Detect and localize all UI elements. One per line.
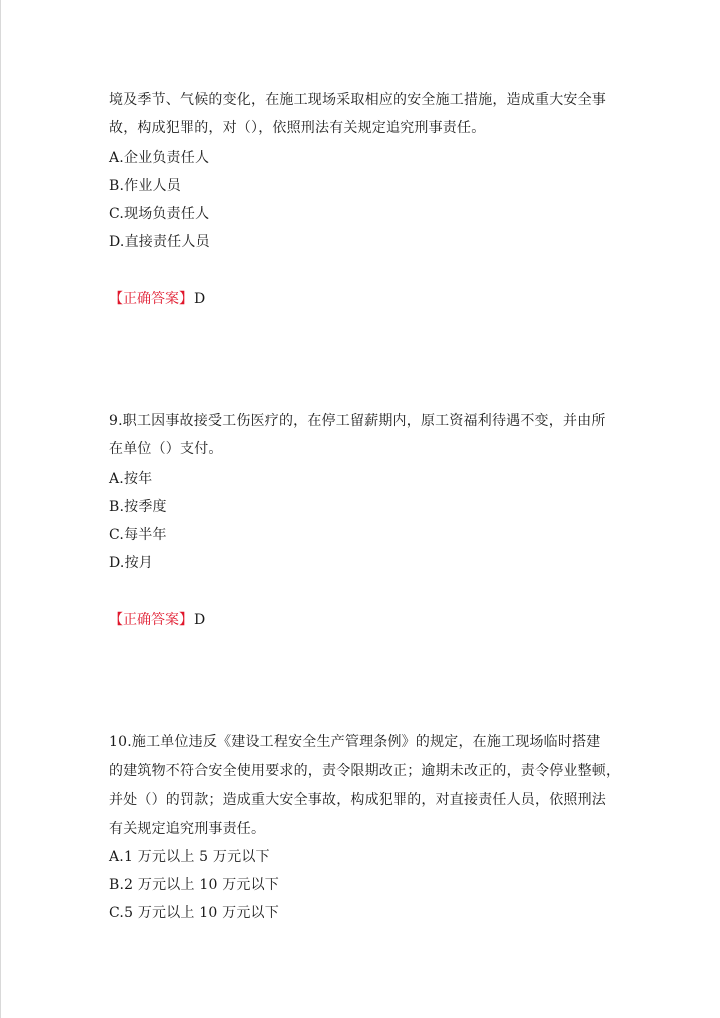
question-10-stem-line-2: 的建筑物不符合安全使用要求的，责令限期改正；逾期未改正的，责令停业整顿，	[109, 763, 621, 779]
question-10-stem-line-3: 并处（）的罚款；造成重大安全事故，构成犯罪的，对直接责任人员，依照刑法	[109, 792, 606, 808]
question-9-stem-line-1: 9.职工因事故接受工伤医疗的，在停工留薪期内，原工资福利待遇不变，并由所	[109, 413, 606, 429]
question-10-option-b: B.2 万元以上 10 万元以下	[109, 877, 280, 893]
question-8-stem-line-2: 故，构成犯罪的，对（），依照刑法有关规定追究刑事责任。	[109, 120, 486, 136]
question-8-option-c: C.现场负责任人	[109, 206, 210, 222]
question-9-option-b: B.按季度	[109, 499, 167, 515]
question-8-option-a: A.企业负责任人	[109, 150, 210, 166]
question-10-stem-line-1: 10.施工单位违反《建设工程安全生产管理条例》的规定，在施工现场临时搭建	[109, 734, 601, 750]
question-10-option-c: C.5 万元以上 10 万元以下	[109, 905, 279, 921]
question-8-option-d: D.直接责任人员	[109, 234, 210, 250]
question-9-option-c: C.每半年	[109, 527, 167, 543]
answer-value: D	[194, 612, 206, 628]
question-8-option-b: B.作业人员	[109, 178, 181, 194]
question-9-stem-line-2: 在单位（）支付。	[109, 441, 223, 457]
question-9-option-d: D.按月	[109, 555, 153, 571]
answer-label: 【正确答案】	[109, 291, 193, 307]
question-10-stem-line-4: 有关规定追究刑事责任。	[109, 821, 266, 837]
answer-label: 【正确答案】	[109, 612, 193, 628]
question-8-stem-line-1: 境及季节、气候的变化，在施工现场采取相应的安全施工措施，造成重大安全事	[109, 92, 606, 108]
answer-value: D	[194, 291, 206, 307]
question-9-option-a: A.按年	[109, 471, 153, 487]
question-8-answer	[109, 290, 205, 308]
question-10-option-a: A.1 万元以上 5 万元以下	[109, 849, 270, 865]
question-9-answer	[109, 611, 205, 629]
